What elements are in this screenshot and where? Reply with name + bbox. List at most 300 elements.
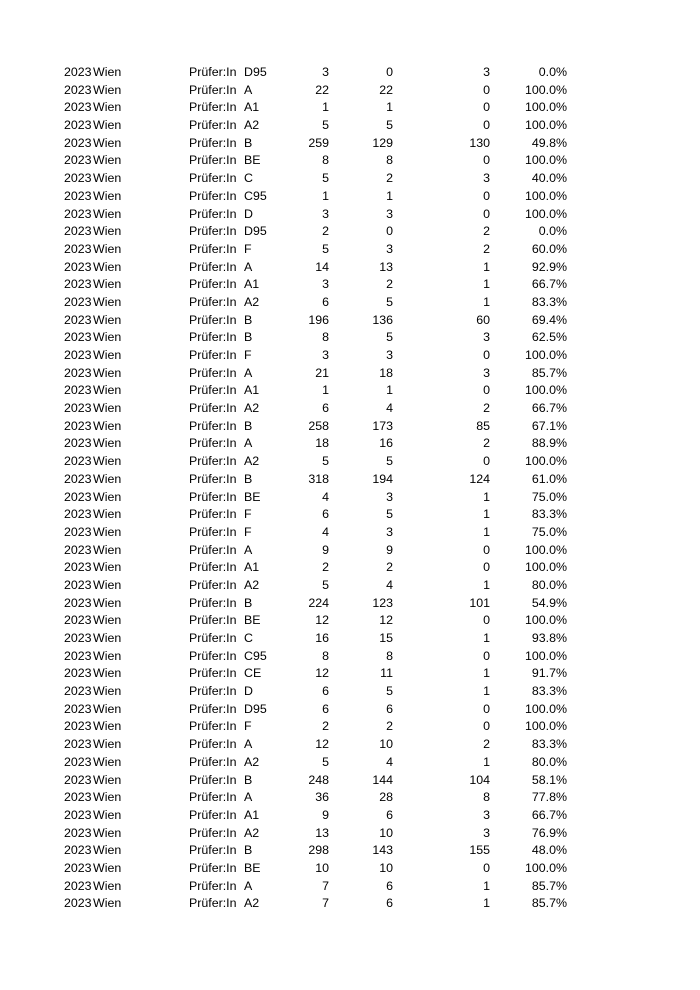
city-cell: Wien bbox=[93, 507, 122, 522]
passed-cell: 4 bbox=[386, 401, 393, 416]
role-cell: Prüfer:In bbox=[189, 577, 237, 592]
city-cell: Wien bbox=[93, 737, 122, 752]
year-cell: 2023 bbox=[64, 878, 92, 893]
city-cell: Wien bbox=[93, 241, 122, 256]
rate-cell: 100.0% bbox=[524, 560, 567, 575]
rate-cell: 100.0% bbox=[524, 153, 567, 168]
city-cell: Wien bbox=[93, 542, 122, 557]
total-cell: 5 bbox=[322, 454, 329, 469]
failed-cell: 104 bbox=[469, 772, 490, 787]
city-cell: Wien bbox=[93, 153, 122, 168]
city-cell: Wien bbox=[93, 224, 122, 239]
class-cell: B bbox=[244, 772, 253, 787]
total-cell: 5 bbox=[322, 577, 329, 592]
failed-cell: 0 bbox=[483, 153, 490, 168]
year-cell: 2023 bbox=[64, 737, 92, 752]
rate-cell: 100.0% bbox=[524, 348, 567, 362]
passed-cell: 173 bbox=[372, 418, 393, 433]
class-cell: A1 bbox=[244, 807, 260, 822]
role-cell: Prüfer:In bbox=[189, 631, 237, 645]
class-cell: A2 bbox=[244, 294, 260, 309]
rate-cell: 100.0% bbox=[524, 860, 567, 875]
role-cell: Prüfer:In bbox=[189, 401, 237, 416]
rate-cell: 76.9% bbox=[531, 825, 567, 840]
table-row bbox=[0, 736, 700, 754]
passed-cell: 3 bbox=[386, 348, 393, 362]
rate-cell: 100.0% bbox=[524, 719, 567, 734]
total-cell: 14 bbox=[315, 259, 329, 274]
table-row bbox=[0, 329, 700, 347]
role-cell: Prüfer:In bbox=[189, 171, 237, 186]
city-cell: Wien bbox=[93, 383, 122, 398]
table-row bbox=[0, 365, 700, 383]
passed-cell: 15 bbox=[379, 631, 393, 645]
class-cell: A bbox=[244, 365, 253, 380]
role-cell: Prüfer:In bbox=[189, 684, 237, 699]
total-cell: 6 bbox=[322, 701, 329, 716]
class-cell: B bbox=[244, 595, 253, 610]
class-cell: A2 bbox=[244, 825, 260, 840]
city-cell: Wien bbox=[93, 613, 122, 628]
table-row bbox=[0, 595, 700, 613]
rate-cell: 66.7% bbox=[531, 277, 567, 292]
year-cell: 2023 bbox=[64, 613, 92, 628]
year-cell: 2023 bbox=[64, 65, 92, 79]
total-cell: 7 bbox=[322, 878, 329, 893]
passed-cell: 10 bbox=[379, 825, 393, 840]
table-row bbox=[0, 895, 700, 913]
failed-cell: 1 bbox=[483, 631, 490, 645]
year-cell: 2023 bbox=[64, 135, 92, 150]
table-row bbox=[0, 772, 700, 790]
rate-cell: 62.5% bbox=[531, 330, 567, 345]
rate-cell: 83.3% bbox=[531, 507, 567, 522]
city-cell: Wien bbox=[93, 790, 122, 805]
passed-cell: 6 bbox=[386, 807, 393, 822]
rate-cell: 80.0% bbox=[531, 577, 567, 592]
class-cell: B bbox=[244, 471, 253, 486]
role-cell: Prüfer:In bbox=[189, 224, 237, 239]
city-cell: Wien bbox=[93, 701, 122, 716]
class-cell: BE bbox=[244, 153, 261, 168]
class-cell: D bbox=[244, 206, 253, 221]
role-cell: Prüfer:In bbox=[189, 613, 237, 628]
passed-cell: 2 bbox=[386, 171, 393, 186]
failed-cell: 0 bbox=[483, 188, 490, 203]
year-cell: 2023 bbox=[64, 790, 92, 805]
role-cell: Prüfer:In bbox=[189, 790, 237, 805]
year-cell: 2023 bbox=[64, 401, 92, 416]
year-cell: 2023 bbox=[64, 277, 92, 292]
year-cell: 2023 bbox=[64, 754, 92, 769]
total-cell: 318 bbox=[308, 471, 329, 486]
class-cell: A2 bbox=[244, 401, 260, 416]
table-row bbox=[0, 259, 700, 277]
class-cell: A2 bbox=[244, 118, 260, 133]
year-cell: 2023 bbox=[64, 82, 92, 97]
table-row bbox=[0, 542, 700, 560]
total-cell: 3 bbox=[322, 65, 329, 79]
class-cell: F bbox=[244, 524, 252, 539]
total-cell: 22 bbox=[315, 82, 329, 97]
table-row bbox=[0, 382, 700, 400]
role-cell: Prüfer:In bbox=[189, 471, 237, 486]
role-cell: Prüfer:In bbox=[189, 524, 237, 539]
passed-cell: 9 bbox=[386, 542, 393, 557]
role-cell: Prüfer:In bbox=[189, 754, 237, 769]
total-cell: 8 bbox=[322, 330, 329, 345]
table-row bbox=[0, 223, 700, 241]
year-cell: 2023 bbox=[64, 648, 92, 663]
rate-cell: 58.1% bbox=[531, 772, 567, 787]
total-cell: 12 bbox=[315, 613, 329, 628]
failed-cell: 1 bbox=[483, 294, 490, 309]
failed-cell: 3 bbox=[483, 365, 490, 380]
city-cell: Wien bbox=[93, 684, 122, 699]
failed-cell: 2 bbox=[483, 737, 490, 752]
class-cell: C bbox=[244, 631, 253, 645]
year-cell: 2023 bbox=[64, 489, 92, 504]
city-cell: Wien bbox=[93, 489, 122, 504]
failed-cell: 2 bbox=[483, 224, 490, 239]
class-cell: BE bbox=[244, 613, 261, 628]
city-cell: Wien bbox=[93, 188, 122, 203]
rate-cell: 100.0% bbox=[524, 206, 567, 221]
role-cell: Prüfer:In bbox=[189, 259, 237, 274]
rate-cell: 49.8% bbox=[531, 135, 567, 150]
city-cell: Wien bbox=[93, 82, 122, 97]
failed-cell: 1 bbox=[483, 666, 490, 681]
year-cell: 2023 bbox=[64, 471, 92, 486]
table-row bbox=[0, 435, 700, 453]
city-cell: Wien bbox=[93, 418, 122, 433]
year-cell: 2023 bbox=[64, 542, 92, 557]
rate-cell: 91.7% bbox=[531, 666, 567, 681]
rate-cell: 80.0% bbox=[531, 754, 567, 769]
total-cell: 5 bbox=[322, 241, 329, 256]
role-cell: Prüfer:In bbox=[189, 100, 237, 115]
rate-cell: 92.9% bbox=[531, 259, 567, 274]
city-cell: Wien bbox=[93, 135, 122, 150]
passed-cell: 12 bbox=[379, 613, 393, 628]
year-cell: 2023 bbox=[64, 224, 92, 239]
rate-cell: 93.8% bbox=[531, 631, 567, 645]
passed-cell: 136 bbox=[372, 312, 393, 327]
rate-cell: 83.3% bbox=[531, 684, 567, 699]
total-cell: 6 bbox=[322, 401, 329, 416]
total-cell: 6 bbox=[322, 294, 329, 309]
class-cell: D95 bbox=[244, 224, 267, 239]
failed-cell: 8 bbox=[483, 790, 490, 805]
city-cell: Wien bbox=[93, 312, 122, 327]
rate-cell: 60.0% bbox=[531, 241, 567, 256]
city-cell: Wien bbox=[93, 330, 122, 345]
role-cell: Prüfer:In bbox=[189, 560, 237, 575]
table-row bbox=[0, 683, 700, 701]
table-row bbox=[0, 648, 700, 666]
year-cell: 2023 bbox=[64, 188, 92, 203]
city-cell: Wien bbox=[93, 348, 122, 362]
total-cell: 298 bbox=[308, 843, 329, 858]
table-row bbox=[0, 524, 700, 542]
rate-cell: 100.0% bbox=[524, 100, 567, 115]
total-cell: 224 bbox=[308, 595, 329, 610]
failed-cell: 3 bbox=[483, 171, 490, 186]
class-cell: A2 bbox=[244, 577, 260, 592]
city-cell: Wien bbox=[93, 259, 122, 274]
role-cell: Prüfer:In bbox=[189, 206, 237, 221]
failed-cell: 3 bbox=[483, 825, 490, 840]
table-row bbox=[0, 701, 700, 719]
class-cell: F bbox=[244, 241, 252, 256]
year-cell: 2023 bbox=[64, 436, 92, 451]
city-cell: Wien bbox=[93, 577, 122, 592]
city-cell: Wien bbox=[93, 454, 122, 469]
rate-cell: 61.0% bbox=[531, 471, 567, 486]
rate-cell: 0.0% bbox=[538, 65, 567, 79]
class-cell: C95 bbox=[244, 648, 267, 663]
failed-cell: 1 bbox=[483, 489, 490, 504]
year-cell: 2023 bbox=[64, 294, 92, 309]
table-row bbox=[0, 789, 700, 807]
table-row bbox=[0, 82, 700, 100]
table-row bbox=[0, 294, 700, 312]
passed-cell: 13 bbox=[379, 259, 393, 274]
role-cell: Prüfer:In bbox=[189, 701, 237, 716]
passed-cell: 3 bbox=[386, 489, 393, 504]
table-row bbox=[0, 471, 700, 489]
passed-cell: 2 bbox=[386, 277, 393, 292]
passed-cell: 3 bbox=[386, 206, 393, 221]
passed-cell: 10 bbox=[379, 737, 393, 752]
rate-cell: 88.9% bbox=[531, 436, 567, 451]
failed-cell: 1 bbox=[483, 878, 490, 893]
passed-cell: 18 bbox=[379, 365, 393, 380]
role-cell: Prüfer:In bbox=[189, 825, 237, 840]
city-cell: Wien bbox=[93, 171, 122, 186]
class-cell: BE bbox=[244, 489, 261, 504]
failed-cell: 0 bbox=[483, 383, 490, 398]
year-cell: 2023 bbox=[64, 171, 92, 186]
failed-cell: 0 bbox=[483, 82, 490, 97]
year-cell: 2023 bbox=[64, 153, 92, 168]
year-cell: 2023 bbox=[64, 454, 92, 469]
year-cell: 2023 bbox=[64, 241, 92, 256]
rate-cell: 100.0% bbox=[524, 118, 567, 133]
rate-cell: 100.0% bbox=[524, 542, 567, 557]
year-cell: 2023 bbox=[64, 418, 92, 433]
class-cell: A1 bbox=[244, 383, 260, 398]
passed-cell: 0 bbox=[386, 65, 393, 79]
role-cell: Prüfer:In bbox=[189, 860, 237, 875]
failed-cell: 0 bbox=[483, 648, 490, 663]
failed-cell: 2 bbox=[483, 401, 490, 416]
role-cell: Prüfer:In bbox=[189, 648, 237, 663]
year-cell: 2023 bbox=[64, 701, 92, 716]
year-cell: 2023 bbox=[64, 719, 92, 734]
table-row bbox=[0, 347, 700, 365]
year-cell: 2023 bbox=[64, 843, 92, 858]
role-cell: Prüfer:In bbox=[189, 807, 237, 822]
rate-cell: 67.1% bbox=[531, 418, 567, 433]
total-cell: 2 bbox=[322, 224, 329, 239]
passed-cell: 1 bbox=[386, 188, 393, 203]
rate-cell: 85.7% bbox=[531, 896, 567, 911]
total-cell: 5 bbox=[322, 754, 329, 769]
table-row bbox=[0, 665, 700, 683]
table-row bbox=[0, 860, 700, 878]
failed-cell: 0 bbox=[483, 860, 490, 875]
failed-cell: 0 bbox=[483, 560, 490, 575]
table-row bbox=[0, 825, 700, 843]
failed-cell: 1 bbox=[483, 259, 490, 274]
failed-cell: 0 bbox=[483, 719, 490, 734]
class-cell: A bbox=[244, 737, 253, 752]
rate-cell: 100.0% bbox=[524, 188, 567, 203]
passed-cell: 8 bbox=[386, 648, 393, 663]
passed-cell: 144 bbox=[372, 772, 393, 787]
city-cell: Wien bbox=[93, 896, 122, 911]
table-row bbox=[0, 878, 700, 896]
rate-cell: 0.0% bbox=[538, 224, 567, 239]
city-cell: Wien bbox=[93, 825, 122, 840]
year-cell: 2023 bbox=[64, 507, 92, 522]
total-cell: 12 bbox=[315, 666, 329, 681]
total-cell: 10 bbox=[315, 860, 329, 875]
city-cell: Wien bbox=[93, 860, 122, 875]
rate-cell: 75.0% bbox=[531, 489, 567, 504]
year-cell: 2023 bbox=[64, 595, 92, 610]
passed-cell: 5 bbox=[386, 454, 393, 469]
city-cell: Wien bbox=[93, 401, 122, 416]
city-cell: Wien bbox=[93, 631, 122, 645]
passed-cell: 6 bbox=[386, 701, 393, 716]
year-cell: 2023 bbox=[64, 365, 92, 380]
class-cell: B bbox=[244, 843, 253, 858]
table-row bbox=[0, 241, 700, 259]
rate-cell: 75.0% bbox=[531, 524, 567, 539]
rate-cell: 100.0% bbox=[524, 701, 567, 716]
passed-cell: 143 bbox=[372, 843, 393, 858]
city-cell: Wien bbox=[93, 471, 122, 486]
total-cell: 8 bbox=[322, 153, 329, 168]
total-cell: 5 bbox=[322, 118, 329, 133]
table-row bbox=[0, 807, 700, 825]
table-row bbox=[0, 99, 700, 117]
role-cell: Prüfer:In bbox=[189, 312, 237, 327]
total-cell: 259 bbox=[308, 135, 329, 150]
total-cell: 3 bbox=[322, 206, 329, 221]
total-cell: 258 bbox=[308, 418, 329, 433]
city-cell: Wien bbox=[93, 560, 122, 575]
role-cell: Prüfer:In bbox=[189, 65, 237, 79]
table-row bbox=[0, 64, 700, 82]
year-cell: 2023 bbox=[64, 206, 92, 221]
city-cell: Wien bbox=[93, 843, 122, 858]
passed-cell: 2 bbox=[386, 560, 393, 575]
failed-cell: 0 bbox=[483, 542, 490, 557]
rate-cell: 100.0% bbox=[524, 82, 567, 97]
class-cell: A bbox=[244, 82, 253, 97]
role-cell: Prüfer:In bbox=[189, 118, 237, 133]
passed-cell: 0 bbox=[386, 224, 393, 239]
total-cell: 3 bbox=[322, 277, 329, 292]
role-cell: Prüfer:In bbox=[189, 896, 237, 911]
data-table bbox=[0, 64, 700, 913]
role-cell: Prüfer:In bbox=[189, 241, 237, 256]
passed-cell: 2 bbox=[386, 719, 393, 734]
role-cell: Prüfer:In bbox=[189, 135, 237, 150]
failed-cell: 1 bbox=[483, 577, 490, 592]
year-cell: 2023 bbox=[64, 259, 92, 274]
failed-cell: 2 bbox=[483, 436, 490, 451]
total-cell: 2 bbox=[322, 560, 329, 575]
passed-cell: 10 bbox=[379, 860, 393, 875]
failed-cell: 0 bbox=[483, 348, 490, 362]
class-cell: A bbox=[244, 436, 253, 451]
failed-cell: 2 bbox=[483, 241, 490, 256]
failed-cell: 1 bbox=[483, 684, 490, 699]
rate-cell: 66.7% bbox=[531, 401, 567, 416]
table-row bbox=[0, 170, 700, 188]
failed-cell: 0 bbox=[483, 613, 490, 628]
rate-cell: 100.0% bbox=[524, 648, 567, 663]
rate-cell: 83.3% bbox=[531, 294, 567, 309]
table-row bbox=[0, 754, 700, 772]
class-cell: A1 bbox=[244, 277, 260, 292]
failed-cell: 3 bbox=[483, 330, 490, 345]
total-cell: 12 bbox=[315, 737, 329, 752]
passed-cell: 4 bbox=[386, 577, 393, 592]
role-cell: Prüfer:In bbox=[189, 843, 237, 858]
city-cell: Wien bbox=[93, 754, 122, 769]
role-cell: Prüfer:In bbox=[189, 294, 237, 309]
city-cell: Wien bbox=[93, 772, 122, 787]
rate-cell: 69.4% bbox=[531, 312, 567, 327]
year-cell: 2023 bbox=[64, 383, 92, 398]
role-cell: Prüfer:In bbox=[189, 542, 237, 557]
total-cell: 36 bbox=[315, 790, 329, 805]
role-cell: Prüfer:In bbox=[189, 348, 237, 362]
year-cell: 2023 bbox=[64, 825, 92, 840]
table-row bbox=[0, 630, 700, 648]
table-row bbox=[0, 418, 700, 436]
total-cell: 248 bbox=[308, 772, 329, 787]
failed-cell: 60 bbox=[476, 312, 490, 327]
year-cell: 2023 bbox=[64, 772, 92, 787]
year-cell: 2023 bbox=[64, 684, 92, 699]
year-cell: 2023 bbox=[64, 666, 92, 681]
rate-cell: 100.0% bbox=[524, 383, 567, 398]
class-cell: A2 bbox=[244, 896, 260, 911]
role-cell: Prüfer:In bbox=[189, 507, 237, 522]
class-cell: C95 bbox=[244, 188, 267, 203]
city-cell: Wien bbox=[93, 277, 122, 292]
class-cell: D bbox=[244, 684, 253, 699]
city-cell: Wien bbox=[93, 648, 122, 663]
failed-cell: 0 bbox=[483, 454, 490, 469]
passed-cell: 11 bbox=[380, 666, 393, 681]
total-cell: 4 bbox=[322, 489, 329, 504]
table-row bbox=[0, 276, 700, 294]
failed-cell: 0 bbox=[483, 206, 490, 221]
passed-cell: 1 bbox=[386, 100, 393, 115]
total-cell: 6 bbox=[322, 684, 329, 699]
class-cell: B bbox=[244, 330, 253, 345]
failed-cell: 101 bbox=[469, 595, 490, 610]
total-cell: 9 bbox=[322, 807, 329, 822]
class-cell: A2 bbox=[244, 454, 260, 469]
